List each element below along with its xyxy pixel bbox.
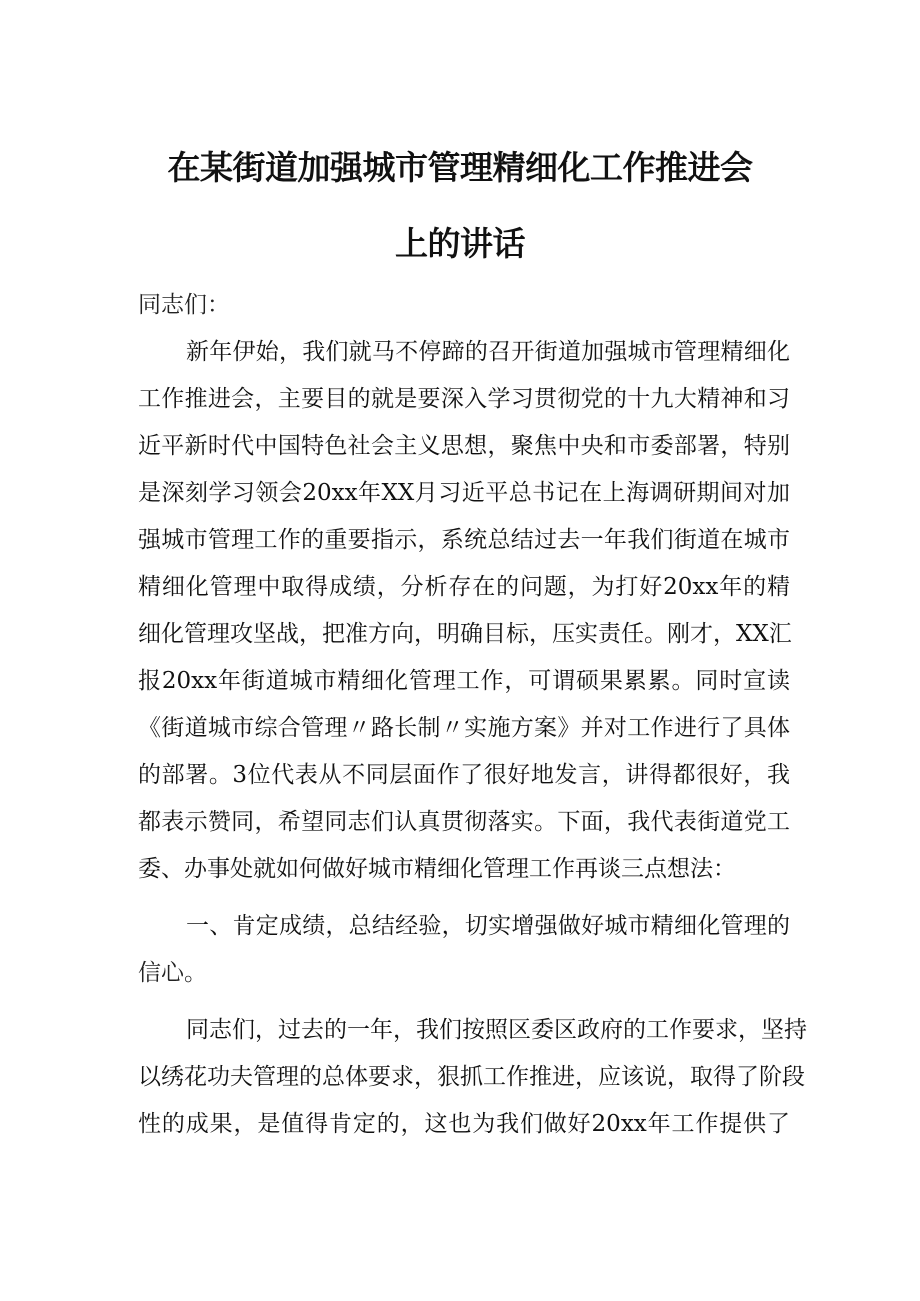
paragraph-line: 报20xx年街道城市精细化管理工作，可谓硕果累累。同时宣读 [138,668,790,694]
paragraph-line: 性的成果，是值得肯定的，这也为我们做好20xx年工作提供了 [138,1111,790,1137]
paragraph-line: 精细化管理中取得成绩，分析存在的问题，为打好20xx年的精 [138,574,790,600]
paragraph-line: 强城市管理工作的重要指示，系统总结过去一年我们街道在城市 [138,527,790,553]
paragraph-line: 近平新时代中国特色社会主义思想，聚焦中央和市委部署，特别 [138,433,790,459]
paragraph-line: 工作推进会，主要目的就是要深入学习贯彻党的十九大精神和习 [138,386,790,412]
greeting: 同志们： [138,292,230,318]
section-heading-line: 一、肯定成绩，总结经验，切实增强做好城市精细化管理的 [186,913,790,939]
paragraph-line: 以绣花功夫管理的总体要求，狠抓工作推进，应该说，取得了阶段 [138,1064,805,1090]
paragraph-line: 的部署。3位代表从不同层面作了很好地发言，讲得都很好，我 [138,762,790,788]
paragraph-line: 新年伊始，我们就马不停蹄的召开街道加强城市管理精细化 [186,339,790,365]
paragraph-line: 委、办事处就如何做好城市精细化管理工作再谈三点想法： [138,856,736,882]
paragraph-line: 都表示赞同，希望同志们认真贯彻落实。下面，我代表街道党工 [138,809,790,835]
document-title-line-2: 上的讲话 [395,224,525,263]
paragraph-line: 是深刻学习领会20xx年XX月习近平总书记在上海调研期间对加 [138,480,790,506]
paragraph-line: 细化管理攻坚战，把准方向，明确目标，压实责任。刚才，XX汇 [138,621,792,647]
paragraph-line: 同志们，过去的一年，我们按照区委区政府的工作要求，坚持 [186,1017,807,1043]
section-heading-line: 信心。 [138,960,207,986]
paragraph-line: 《街道城市综合管理〃路长制〃实施方案》并对工作进行了具体 [138,715,790,741]
document-title-line-1: 在某街道加强城市管理精细化工作推进会 [167,148,753,187]
